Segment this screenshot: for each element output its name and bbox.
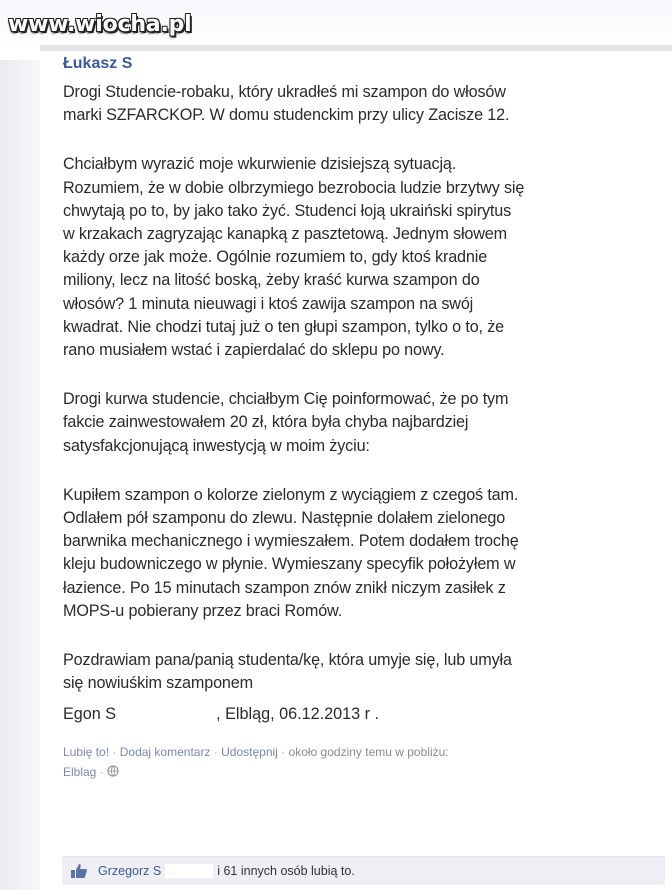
likes-bar <box>62 856 665 885</box>
text-line: Odlałem pół szamponu do zlewu. Następnie dolałem zielonego <box>63 509 506 528</box>
post-actions <box>63 742 665 782</box>
location-link[interactable]: Elblag <box>63 765 97 780</box>
paragraph-3 <box>63 388 665 458</box>
text-line: Drogi kurwa studencie, chciałbym Cię poinformować, że po tym <box>63 390 509 409</box>
text-line: Pozdrawiam pana/panią studenta/kę, która umyje się, lub umyła <box>63 651 512 670</box>
thumbs-up-icon <box>70 863 88 879</box>
liker-name[interactable]: Grzegorz S <box>98 864 162 878</box>
paragraph-1 <box>63 81 665 127</box>
text-line: MOPS-u pobierany przez braci Romów. <box>63 601 343 620</box>
paragraph-4 <box>63 484 665 623</box>
signature-name: Egon S <box>63 705 117 724</box>
separator-dot: · <box>99 765 108 780</box>
globe-icon[interactable] <box>107 765 119 777</box>
paragraph-5 <box>63 649 665 695</box>
text-line: marki SZFARCKOP. W domu studenckim przy ulicy Zacisze 12. <box>63 106 510 125</box>
share-link[interactable]: Udostępnij <box>221 745 278 760</box>
text-line: rano musiałem wstać i zapierdalać do sklepu po nowy. <box>63 341 445 360</box>
text-line: Rozumiem, że w dobie olbrzymiego bezrobocia ludzie brzytwy się <box>63 178 525 197</box>
text-line: satysfakcjonującą inwestycją w moim życiu: <box>63 436 370 455</box>
text-line: łazience. Po 15 minutach szampon znów znikł niczym zasiłek z <box>63 578 506 597</box>
text-line: każdy orze jak może. Ogólnie rozumiem to, gdy ktoś kradnie <box>63 248 488 267</box>
text-line: chwytają po to, by jako tako żyć. Studenci łoją ukraiński spirytus <box>63 201 512 220</box>
text-line: się nowiuśkim szamponem <box>63 674 253 693</box>
like-link[interactable]: Lubię to! <box>63 745 110 760</box>
left-margin <box>0 60 40 890</box>
text-line: kwadrat. Nie chodzi tutaj już o ten głupi szampon, tylko o to, że <box>63 317 505 336</box>
text-line: barwnika mechanicznego i wymieszałem. Potem dodałem trochę <box>63 532 519 551</box>
redacted-name <box>116 707 216 723</box>
separator-dot: · <box>112 745 120 760</box>
text-line: kleju budowniczego w płynie. Wymieszany specyfik położyłem w <box>63 555 516 574</box>
separator-dot: · <box>213 745 222 760</box>
paragraph-2 <box>63 153 665 362</box>
comment-link[interactable]: Dodaj komentarz <box>119 745 211 760</box>
text-line: w krzakach zagryzając kanapką z pasztetową. Jednym słowem <box>63 225 507 244</box>
text-line: fakcie zainwestowałem 20 zł, która była chyba najbardziej <box>63 413 469 432</box>
facebook-post <box>55 55 665 782</box>
text-line: miliony, lecz na litość boską, żeby kraść kurwa szampon do <box>63 271 480 290</box>
post-author[interactable]: Łukasz S <box>63 55 133 72</box>
text-line: Kupiłem szampon o kolorze zielonym z wyciągiem z czegoś tam. <box>63 485 519 504</box>
likes-count-text[interactable]: i 61 innych osób lubią to. <box>217 864 355 878</box>
text-line: Drogi Studencie-robaku, który ukradłeś mi szampon do włosów <box>63 83 506 101</box>
redacted-name <box>165 864 213 878</box>
text-line: włosów? 1 minuta nieuwagi i ktoś zawija szampon na swój <box>63 294 474 313</box>
post-signature <box>63 705 665 724</box>
signature-place-date: , Elbląg, 06.12.2013 r . <box>216 705 379 724</box>
post-time: około godziny temu w pobliżu: <box>288 745 449 760</box>
post-body <box>63 81 665 695</box>
watermark: www.wiocha.pl <box>8 12 192 37</box>
separator-dot: · <box>281 745 289 760</box>
text-line: Chciałbym wyrazić moje wkurwienie dzisiejszą sytuacją. <box>63 155 457 174</box>
top-border <box>40 45 672 51</box>
